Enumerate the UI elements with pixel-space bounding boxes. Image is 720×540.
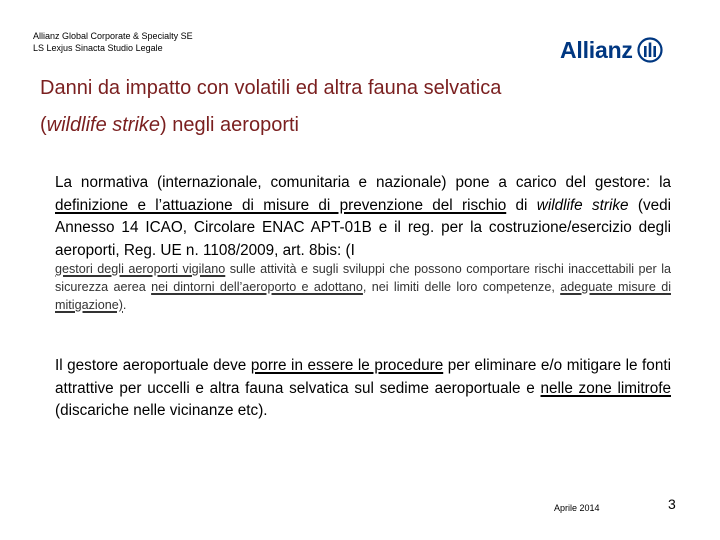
underlined-span: adeguate misure di mitigazione) [55, 280, 671, 312]
title-italic-term: wildlife strike [46, 114, 161, 136]
title-line-1: Danni da impatto con volatili ed altra fauna selvatica [40, 77, 502, 99]
text-span: La normativa (internazionale, comunitaria e nazionale) pone a carico del gestore: la [55, 174, 671, 191]
title-rest: ) negli aeroporti [160, 114, 299, 136]
underlined-span: nelle zone limitrofe [540, 379, 671, 397]
paragraph-gestore [55, 355, 671, 423]
allianz-logo [560, 36, 663, 64]
header-company: Allianz Global Corporate & Specialty SE [33, 31, 193, 41]
footer-date: Aprile 2014 [554, 503, 600, 513]
title-paren: ( [40, 114, 47, 136]
text-span: di [506, 196, 537, 214]
allianz-eagle-icon [637, 37, 663, 63]
slide-title [40, 70, 690, 144]
text-span: Il gestore aeroportuale deve [55, 357, 251, 374]
text-span: (discariche nelle vicinanze etc). [55, 402, 268, 420]
underlined-span: definizione e l’attuazione di misure di prevenzione del rischio [55, 196, 507, 214]
paragraph-normativa [55, 172, 671, 262]
italic-span: wildlife strike [536, 196, 629, 214]
text-span: sulle attività e sugli sviluppi che possono comportare rischi inaccettabili per la sicurezza aerea [55, 262, 672, 294]
text-span: . [122, 298, 127, 312]
header-text [33, 30, 193, 54]
underlined-span: porre in essere le procedure [250, 357, 444, 374]
text-span: , nei limiti delle loro competenze, [362, 280, 561, 294]
text-span: (vedi Annesso 14 ICAO, Circolare ENAC APT-01B e il reg. per la costruzione/esercizio degli aeroporti, Reg. UE n. 1108/2009, art. 8bis: (I [55, 196, 672, 259]
logo-wordmark: Allianz [560, 37, 633, 63]
page-number: 3 [668, 496, 676, 512]
title-line-2 [40, 107, 690, 144]
header-law-firm: LS Lexjus Sinacta Studio Legale [33, 43, 163, 53]
underlined-span: nei dintorni dell’aeroporto e adottano [151, 280, 363, 294]
text-span: per eliminare e/o mitigare le fonti attrattive per uccelli e altra fauna selvatica sul sedime aeroportuale e [55, 357, 671, 397]
underlined-span: gestori degli aeroporti vigilano [55, 262, 226, 276]
paragraph-regulation-quote [55, 260, 671, 314]
